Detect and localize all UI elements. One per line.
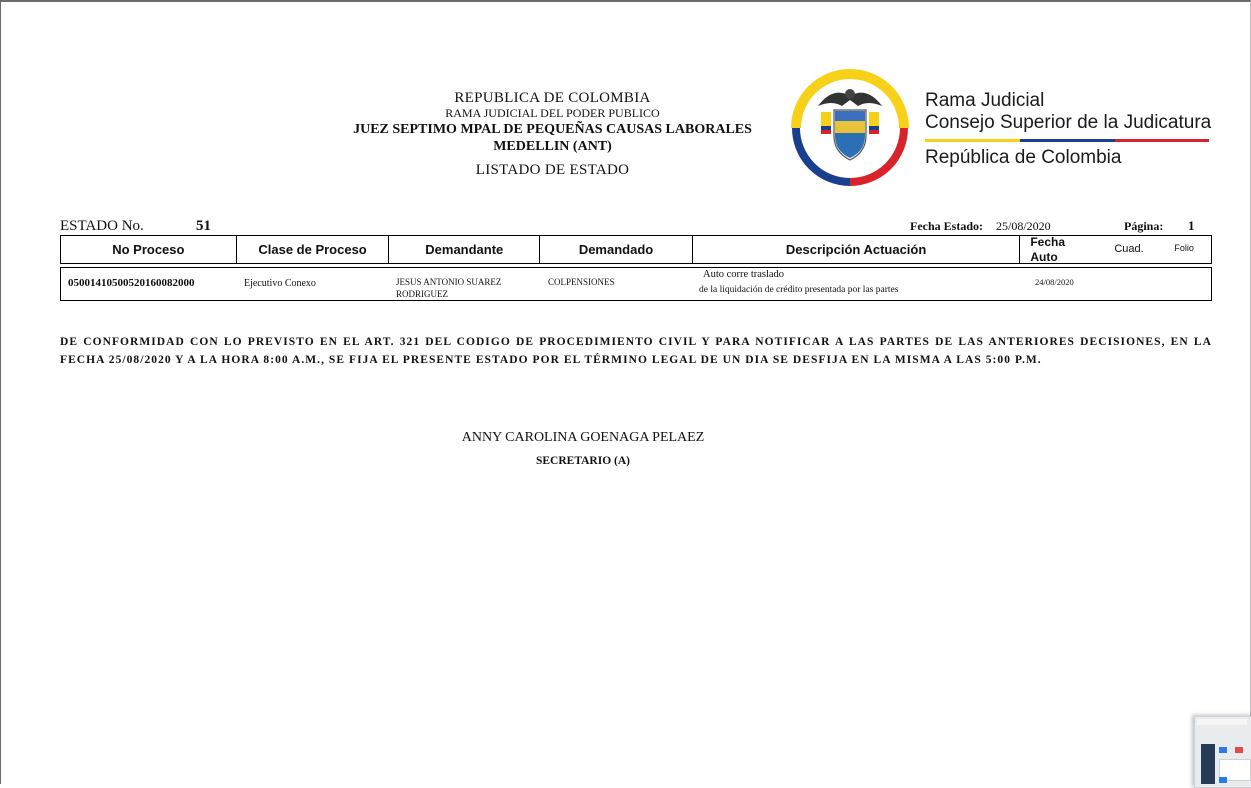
header-city: MEDELLIN (ANT) xyxy=(493,139,612,154)
col-header-demandante: Demandante xyxy=(389,236,540,263)
window-thumbnail[interactable] xyxy=(1194,716,1251,788)
col-header-folio: Folio xyxy=(1174,243,1194,253)
col-header-fecha-auto: Fecha Auto xyxy=(1030,235,1066,264)
estado-number: 51 xyxy=(196,218,211,234)
cell-demandante: JESUS ANTONIO SUAREZ RODRIGUEZ xyxy=(396,277,502,299)
table-header xyxy=(60,235,1212,264)
col-header-demandado: Demandado xyxy=(540,236,693,263)
flag-stripe-red xyxy=(1115,139,1209,142)
header-country: REPUBLICA DE COLOMBIA xyxy=(454,90,651,106)
logo-line-3: República de Colombia xyxy=(925,147,1122,168)
flag-stripe-blue xyxy=(1020,139,1115,142)
header-court: JUEZ SEPTIMO MPAL DE PEQUEÑAS CAUSAS LABORALES xyxy=(353,122,752,137)
col-header-cuad: Cuad. xyxy=(1114,243,1144,255)
cell-proceso: 05001410500520160082000 xyxy=(68,277,195,289)
table-row xyxy=(60,267,1212,301)
logo-line-1: Rama Judicial xyxy=(925,90,1045,111)
rama-judicial-seal-icon xyxy=(788,66,912,190)
cell-descripcion-line-1: Auto corre traslado xyxy=(703,269,785,280)
signature-name: ANNY CAROLINA GOENAGA PELAEZ xyxy=(461,430,705,445)
estado-label: ESTADO No. xyxy=(60,218,144,234)
col-header-proceso: No Proceso xyxy=(61,236,237,263)
cell-fecha-auto: 24/08/2020 xyxy=(1035,277,1074,287)
col-header-clase: Clase de Proceso xyxy=(237,236,390,263)
pagina-label: Página: xyxy=(1124,219,1164,233)
fecha-estado-label: Fecha Estado: xyxy=(910,219,983,233)
fecha-estado-value: 25/08/2020 xyxy=(996,219,1051,233)
cell-demandado: COLPENSIONES xyxy=(548,277,615,287)
col-header-group-fecha xyxy=(1020,236,1211,263)
header-document-title: LISTADO DE ESTADO xyxy=(475,162,630,178)
signature-title: SECRETARIO (A) xyxy=(535,455,631,467)
pagina-number: 1 xyxy=(1188,218,1195,233)
header-branch: RAMA JUDICIAL DEL PODER PUBLICO xyxy=(445,106,660,120)
cell-clase: Ejecutivo Conexo xyxy=(244,278,316,289)
flag-stripe-yellow xyxy=(925,139,1020,142)
logo-line-2: Consejo Superior de la Judicatura xyxy=(925,112,1212,133)
notice-paragraph: DE CONFORMIDAD CON LO PREVISTO EN EL ART. 321 DEL CODIGO DE PROCEDIMIENTO CIVIL Y PARA NOTIFICAR A LAS PARTES DE LAS ANTERIORES DECISIONES, EN LA FECHA 25/08/2020 Y A LA HORA 8:00 A.M., SE FIJA EL PRESENTE ESTADO POR EL TÉRMINO LEGAL DE UN DIA SE DESFIJA EN LA MISMA A LAS 5:00 P.M. xyxy=(60,336,1212,366)
col-header-descripcion: Descripción Actuación xyxy=(693,236,1020,263)
cell-descripcion-line-2: de la liquidación de crédito presentada por las partes xyxy=(699,285,899,295)
